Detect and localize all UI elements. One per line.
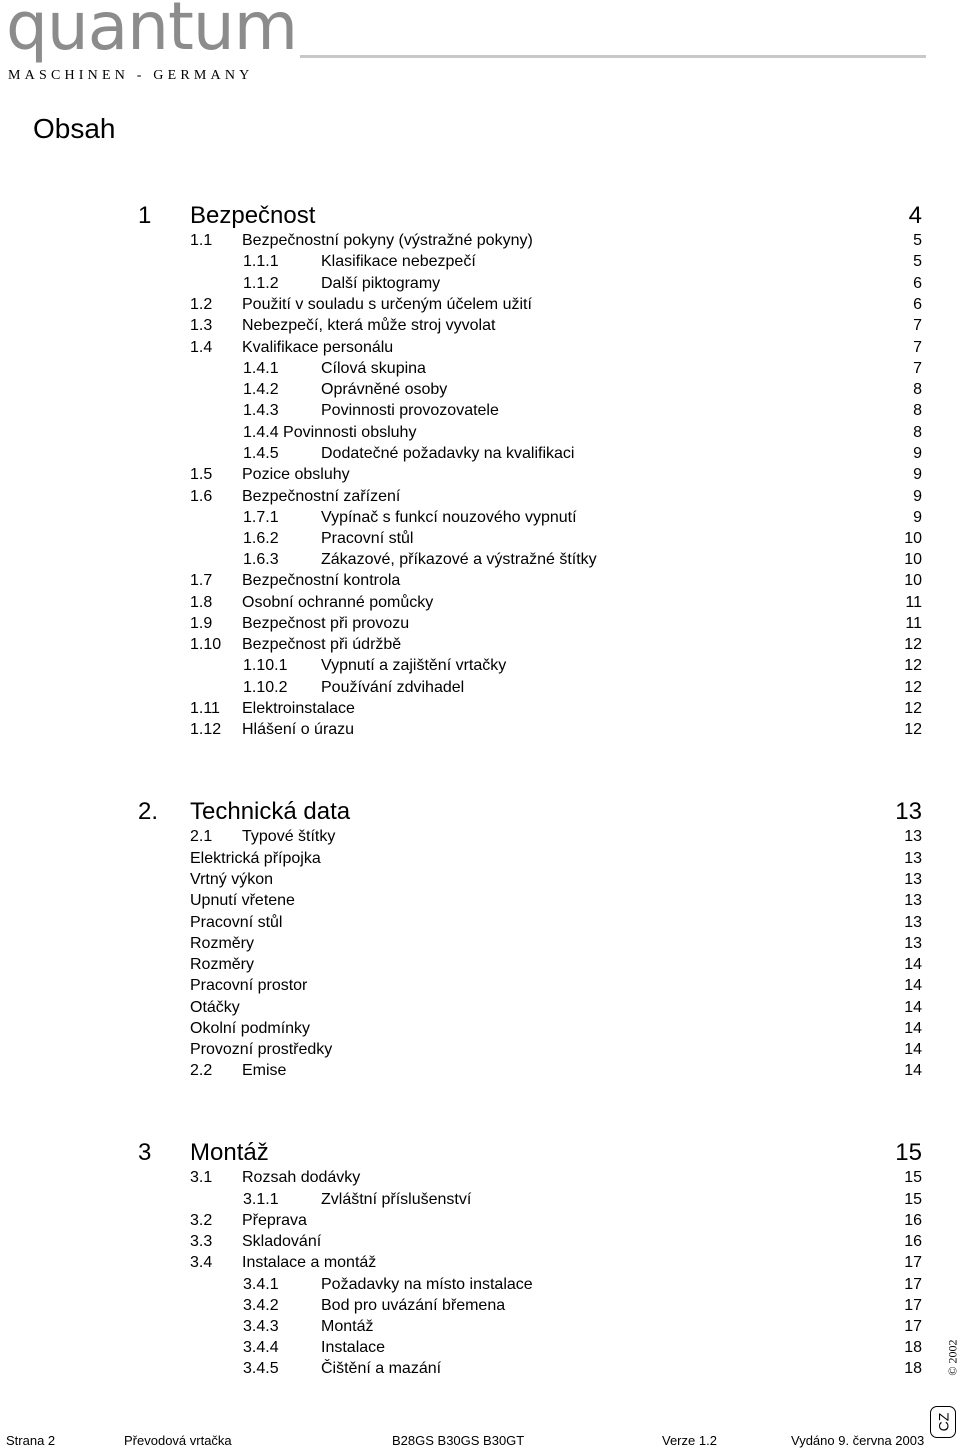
toc-entry-number: 1.10.1 xyxy=(243,657,288,674)
toc-entry-page: 12 xyxy=(884,698,922,719)
toc-entry-number: 1.12 xyxy=(190,721,222,738)
footer-page-number: Strana 2 xyxy=(6,1433,56,1448)
toc-entry-number: 3.3 xyxy=(190,1233,213,1250)
toc-entry-title: Montáž xyxy=(321,1318,374,1335)
toc-entry-title: Pracovní prostor xyxy=(190,977,308,994)
toc-entry-title: Vypnutí a zajištění vrtačky xyxy=(321,657,507,674)
toc-entry-title: Požadavky na místo instalace xyxy=(321,1276,533,1293)
toc-entry[interactable] xyxy=(190,486,922,507)
toc-entry[interactable] xyxy=(190,570,922,591)
toc-entry-number: 1.1 xyxy=(190,232,213,249)
toc-entry-title: Zvláštní příslušenství xyxy=(321,1191,472,1208)
toc-entry-page: 13 xyxy=(884,869,922,890)
toc-entry-title: 1.4.4 Povinnosti obsluhy xyxy=(243,424,417,441)
toc-entry-page: 13 xyxy=(884,826,922,847)
toc-entry-title: Dodatečné požadavky na kvalifikaci xyxy=(321,445,575,462)
toc-entry-number: 3.2 xyxy=(190,1212,213,1229)
logo-subtitle: MASCHINEN - GERMANY xyxy=(8,68,254,83)
toc-entry[interactable] xyxy=(190,848,922,869)
toc-entry-title: Cílová skupina xyxy=(321,360,426,377)
toc-entry[interactable] xyxy=(190,997,922,1018)
toc-entry-page: 18 xyxy=(884,1337,922,1358)
toc-entry[interactable] xyxy=(243,379,922,400)
toc-entry[interactable] xyxy=(243,251,922,272)
toc-entry-title: Otáčky xyxy=(190,999,240,1016)
toc-entry-page: 8 xyxy=(884,422,922,443)
toc-entry-number: 1.2 xyxy=(190,296,213,313)
toc-entry-page: 6 xyxy=(884,273,922,294)
toc-entry-page: 17 xyxy=(884,1274,922,1295)
language-badge xyxy=(930,1406,956,1438)
toc-entry[interactable] xyxy=(190,464,922,485)
toc-entry-number: 1.11 xyxy=(190,700,220,717)
toc-entry-page: 5 xyxy=(884,230,922,251)
toc-entry-page: 4 xyxy=(872,201,922,231)
toc-entry-page: 14 xyxy=(884,1018,922,1039)
toc-entry-title: Bezpečnostní zařízení xyxy=(242,488,401,505)
toc-entry-page: 14 xyxy=(884,975,922,996)
footer-models: B28GS B30GS B30GT xyxy=(392,1433,525,1448)
toc-entry[interactable] xyxy=(190,975,922,996)
toc-entry[interactable] xyxy=(190,1252,922,1273)
toc-entry-title: Technická data xyxy=(190,798,351,825)
toc-entry-number: 1.10.2 xyxy=(243,679,288,696)
toc-entry-number: 3.4.3 xyxy=(243,1318,279,1335)
toc-entry-page: 10 xyxy=(884,528,922,549)
toc-entry-title: Bod pro uvázání břemena xyxy=(321,1297,506,1314)
toc-entry-title: Elektroinstalace xyxy=(242,700,355,717)
toc-entry-number: 2.1 xyxy=(190,828,213,845)
toc-entry-page: 5 xyxy=(884,251,922,272)
toc-entry-title: Rozměry xyxy=(190,935,255,952)
toc-entry-title: Emise xyxy=(242,1062,287,1079)
toc-entry-page: 8 xyxy=(884,379,922,400)
toc-entry[interactable] xyxy=(190,698,922,719)
toc-entry-number: 2. xyxy=(138,798,159,825)
toc-entry[interactable] xyxy=(243,1295,922,1316)
toc-entry[interactable] xyxy=(190,230,922,251)
toc-entry-page: 17 xyxy=(884,1295,922,1316)
footer-version: Verze 1.2 xyxy=(662,1433,717,1448)
toc-entry-number: 1.4.5 xyxy=(243,445,279,462)
language-code: CZ xyxy=(934,1412,951,1432)
footer-product: Převodová vrtačka xyxy=(124,1433,232,1448)
toc-entry-title: Klasifikace nebezpečí xyxy=(321,253,476,270)
toc-entry-number: 1.4 xyxy=(190,339,213,356)
toc-entry[interactable] xyxy=(243,1358,922,1379)
toc-entry-number: 1.1.1 xyxy=(243,253,279,270)
toc-entry-number: 1.1.2 xyxy=(243,275,279,292)
toc-entry[interactable] xyxy=(190,337,922,358)
toc-entry-page: 9 xyxy=(884,443,922,464)
toc-entry[interactable] xyxy=(190,592,922,613)
toc-entry-page: 11 xyxy=(884,592,922,613)
toc-entry-page: 9 xyxy=(884,464,922,485)
toc-entry[interactable] xyxy=(243,422,922,443)
toc-entry-title: Rozsah dodávky xyxy=(242,1169,361,1186)
toc-entry-title: Instalace a montáž xyxy=(242,1254,377,1271)
toc-entry-number: 1.5 xyxy=(190,466,213,483)
toc-entry-page: 15 xyxy=(884,1189,922,1210)
toc-entry-page: 7 xyxy=(884,358,922,379)
toc-entry[interactable] xyxy=(243,1274,922,1295)
toc-entry-page: 13 xyxy=(872,797,922,827)
toc-entry[interactable] xyxy=(190,1167,922,1188)
toc-entry[interactable] xyxy=(190,1210,922,1231)
toc-entry[interactable] xyxy=(243,400,922,421)
toc-entry-title: Upnutí vřetene xyxy=(190,892,295,909)
toc-entry-page: 12 xyxy=(884,634,922,655)
toc-entry-page: 12 xyxy=(884,677,922,698)
toc-entry-title: Montáž xyxy=(190,1139,269,1166)
toc-entry-page: 13 xyxy=(884,912,922,933)
toc-entry[interactable] xyxy=(138,201,922,231)
toc-entry-page: 6 xyxy=(884,294,922,315)
toc-entry-number: 1.4.2 xyxy=(243,381,279,398)
toc-entry-page: 10 xyxy=(884,570,922,591)
toc-entry[interactable] xyxy=(190,634,922,655)
toc-entry-number: 1.6.3 xyxy=(243,551,279,568)
toc-entry-title: Pracovní stůl xyxy=(321,530,414,547)
toc-entry-title: Zákazové, příkazové a výstražné štítky xyxy=(321,551,597,568)
toc-entry-title: Nebezpečí, která může stroj vyvolat xyxy=(242,317,496,334)
toc-entry-title: Bezpečnostní kontrola xyxy=(242,572,401,589)
toc-entry[interactable] xyxy=(190,912,922,933)
toc-entry[interactable] xyxy=(243,1337,922,1358)
toc-entry-title: Oprávněné osoby xyxy=(321,381,448,398)
toc-entry-page: 15 xyxy=(872,1138,922,1168)
toc-entry-title: Hlášení o úrazu xyxy=(242,721,355,738)
toc-entry-title: Používání zdvihadel xyxy=(321,679,465,696)
toc-entry[interactable] xyxy=(190,719,922,740)
toc-entry[interactable] xyxy=(243,549,922,570)
toc-entry-title: Skladování xyxy=(242,1233,322,1250)
toc-entry-page: 15 xyxy=(884,1167,922,1188)
toc-entry-page: 14 xyxy=(884,954,922,975)
toc-entry-number: 3.4.2 xyxy=(243,1297,279,1314)
toc-entry[interactable] xyxy=(243,1316,922,1337)
toc-entry-title: Pracovní stůl xyxy=(190,914,283,931)
toc-entry[interactable] xyxy=(190,1018,922,1039)
toc-entry[interactable] xyxy=(243,358,922,379)
toc-entry[interactable] xyxy=(243,443,922,464)
toc-entry-number: 3.4.5 xyxy=(243,1360,279,1377)
toc-entry-number: 1 xyxy=(138,202,152,229)
toc-entry-title: Čištění a mazání xyxy=(321,1360,442,1377)
toc-entry-title: Vypínač s funkcí nouzového vypnutí xyxy=(321,509,577,526)
toc-entry[interactable] xyxy=(190,954,922,975)
toc-entry-page: 14 xyxy=(884,997,922,1018)
toc-entry[interactable] xyxy=(243,1189,922,1210)
toc-entry-number: 3.1 xyxy=(190,1169,213,1186)
toc-entry-title: Použití v souladu s určeným účelem užití xyxy=(242,296,532,313)
page-title: Obsah xyxy=(33,113,116,144)
toc-entry-number: 1.10 xyxy=(190,636,222,653)
toc-entry-page: 12 xyxy=(884,719,922,740)
toc-entry-page: 17 xyxy=(884,1316,922,1337)
toc-entry-page: 11 xyxy=(884,613,922,634)
toc-entry-page: 7 xyxy=(884,315,922,336)
toc-entry-title: Vrtný výkon xyxy=(190,871,273,888)
toc-entry[interactable] xyxy=(190,1060,922,1081)
toc-entry-title: Elektrická přípojka xyxy=(190,850,321,867)
toc-entry-number: 2.2 xyxy=(190,1062,213,1079)
toc-entry[interactable] xyxy=(190,1231,922,1252)
toc-entry-page: 9 xyxy=(884,507,922,528)
toc-entry-number: 3.4 xyxy=(190,1254,213,1271)
toc-entry-page: 9 xyxy=(884,486,922,507)
toc-entry[interactable] xyxy=(190,613,922,634)
toc-entry-number: 1.3 xyxy=(190,317,213,334)
toc-entry[interactable] xyxy=(190,890,922,911)
toc-entry-number: 1.9 xyxy=(190,615,213,632)
toc-entry-page: 10 xyxy=(884,549,922,570)
toc-entry[interactable] xyxy=(190,1039,922,1060)
toc-entry[interactable] xyxy=(138,1138,922,1168)
toc-entry-number: 1.7.1 xyxy=(243,509,279,526)
toc-entry-title: Bezpečnost xyxy=(190,202,316,229)
toc-entry-number: 1.7 xyxy=(190,572,213,589)
footer-date: Vydáno 9. června 2003 xyxy=(791,1433,925,1448)
toc-entry-title: Bezpečnost při provozu xyxy=(242,615,410,632)
toc-entry[interactable] xyxy=(243,507,922,528)
toc-entry-title: Přeprava xyxy=(242,1212,307,1229)
toc-entry-title: Osobní ochranné pomůcky xyxy=(242,594,434,611)
toc-entry-number: 3.4.1 xyxy=(243,1276,279,1293)
toc-entry-title: Kvalifikace personálu xyxy=(242,339,394,356)
toc-entry-number: 3 xyxy=(138,1139,152,1166)
toc-entry-number: 1.6 xyxy=(190,488,213,505)
toc-entry-page: 17 xyxy=(884,1252,922,1273)
toc-entry[interactable] xyxy=(190,869,922,890)
toc-entry-page: 14 xyxy=(884,1060,922,1081)
toc-entry-number: 1.4.3 xyxy=(243,402,279,419)
logo-wordmark: quantum xyxy=(6,0,297,65)
toc-entry-number: 1.6.2 xyxy=(243,530,279,547)
toc-entry-title: Pozice obsluhy xyxy=(242,466,350,483)
toc-entry-page: 13 xyxy=(884,890,922,911)
toc-entry-title: Rozměry xyxy=(190,956,255,973)
toc-entry-page: 18 xyxy=(884,1358,922,1379)
toc-entry-title: Provozní prostředky xyxy=(190,1041,333,1058)
toc-entry-page: 7 xyxy=(884,337,922,358)
toc-entry[interactable] xyxy=(243,273,922,294)
header-rule xyxy=(300,55,926,58)
toc-entry-page: 16 xyxy=(884,1210,922,1231)
toc-entry-title: Typové štítky xyxy=(242,828,336,845)
toc-entry-number: 1.8 xyxy=(190,594,213,611)
toc-entry-page: 14 xyxy=(884,1039,922,1060)
toc-entry[interactable] xyxy=(243,677,922,698)
toc-entry[interactable] xyxy=(190,933,922,954)
toc-entry-page: 13 xyxy=(884,933,922,954)
toc-entry-page: 13 xyxy=(884,848,922,869)
toc-entry-title: Bezpečnostní pokyny (výstražné pokyny) xyxy=(242,232,533,249)
toc-entry[interactable] xyxy=(243,528,922,549)
toc-entry[interactable] xyxy=(243,655,922,676)
copyright-label: © 2002 xyxy=(945,1339,960,1376)
toc-entry-number: 3.1.1 xyxy=(243,1191,279,1208)
toc-entry[interactable] xyxy=(138,797,922,827)
toc-entry[interactable] xyxy=(190,315,922,336)
toc-entry-title: Povinnosti provozovatele xyxy=(321,402,499,419)
toc-entry-title: Instalace xyxy=(321,1339,386,1356)
toc-entry[interactable] xyxy=(190,294,922,315)
toc-entry-title: Okolní podmínky xyxy=(190,1020,311,1037)
toc-entry-page: 16 xyxy=(884,1231,922,1252)
toc-entry[interactable] xyxy=(190,826,922,847)
toc-entry-title: Další piktogramy xyxy=(321,275,441,292)
toc-entry-number: 3.4.4 xyxy=(243,1339,279,1356)
toc-entry-page: 12 xyxy=(884,655,922,676)
toc-entry-title: Bezpečnost při údržbě xyxy=(242,636,402,653)
toc-entry-number: 1.4.1 xyxy=(243,360,279,377)
toc-entry-page: 8 xyxy=(884,400,922,421)
